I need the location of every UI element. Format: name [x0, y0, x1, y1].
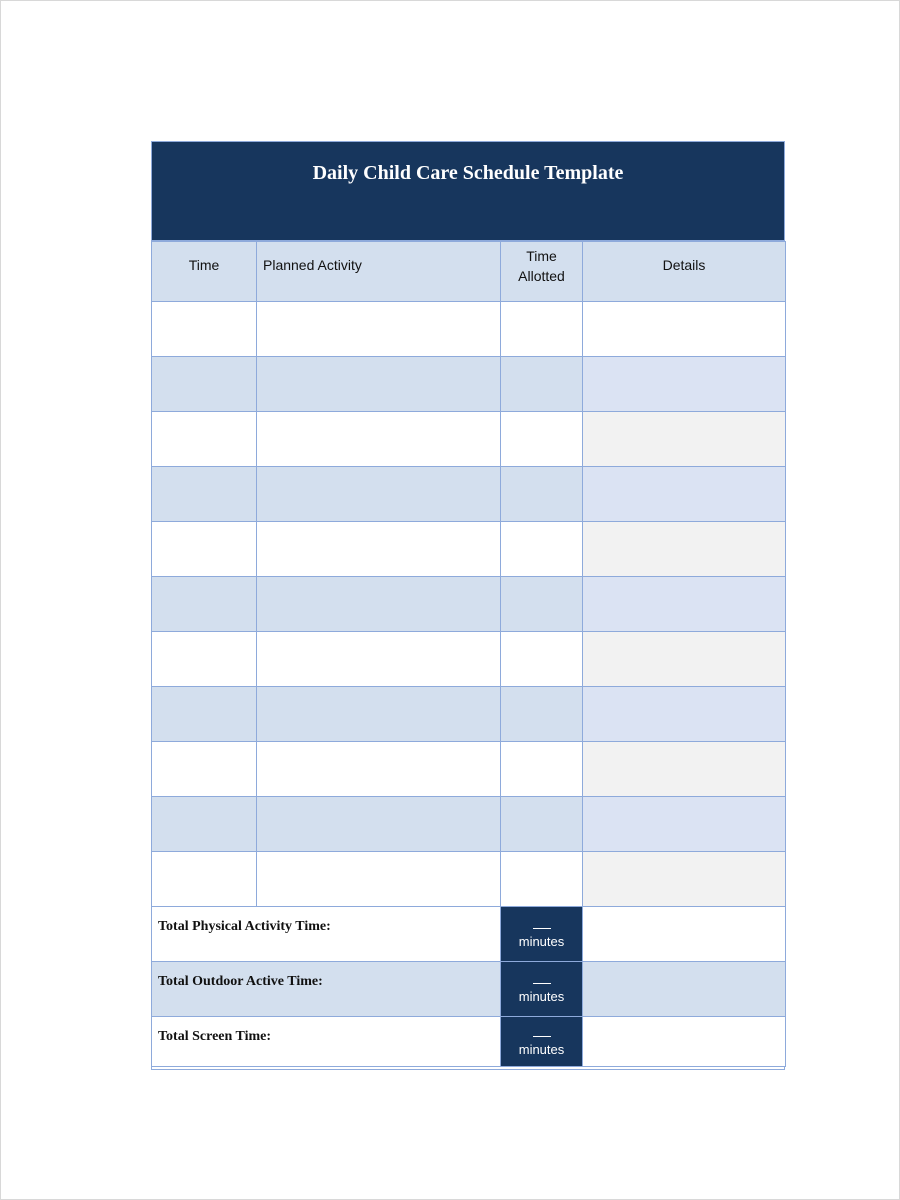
total-physical-activity-label: Total Physical Activity Time: — [152, 907, 501, 962]
page-title: Daily Child Care Schedule Template — [312, 162, 624, 184]
total-physical-activity-row — [152, 907, 786, 962]
table-row — [152, 467, 786, 522]
minutes-blank-line — [533, 983, 551, 984]
allotted-cell[interactable] — [501, 467, 583, 522]
activity-cell[interactable] — [257, 852, 501, 907]
minutes-blank-line — [533, 928, 551, 929]
table-row — [152, 577, 786, 632]
activity-cell[interactable] — [257, 577, 501, 632]
activity-cell[interactable] — [257, 412, 501, 467]
details-cell[interactable] — [583, 797, 786, 852]
physical-activity-minutes[interactable] — [501, 907, 583, 962]
time-cell[interactable] — [152, 687, 257, 742]
details-cell[interactable] — [583, 852, 786, 907]
minutes-blank-line — [533, 1036, 551, 1037]
outdoor-active-minutes[interactable] — [501, 962, 583, 1017]
activity-cell[interactable] — [257, 632, 501, 687]
total-outdoor-active-label: Total Outdoor Active Time: — [152, 962, 501, 1017]
table-row — [152, 632, 786, 687]
schedule-table — [151, 241, 786, 1067]
activity-cell[interactable] — [257, 687, 501, 742]
minutes-unit: minutes — [518, 989, 565, 1004]
details-cell[interactable] — [583, 357, 786, 412]
time-cell[interactable] — [152, 522, 257, 577]
activity-cell[interactable] — [257, 467, 501, 522]
time-cell[interactable] — [152, 467, 257, 522]
table-row — [152, 852, 786, 907]
time-cell[interactable] — [152, 357, 257, 412]
total-outdoor-active-row — [152, 962, 786, 1017]
table-row — [152, 357, 786, 412]
activity-cell[interactable] — [257, 522, 501, 577]
table-row — [152, 412, 786, 467]
allotted-cell[interactable] — [501, 522, 583, 577]
activity-cell[interactable] — [257, 357, 501, 412]
details-cell[interactable] — [583, 742, 786, 797]
time-cell[interactable] — [152, 577, 257, 632]
time-allotted-line2: Allotted — [518, 268, 565, 284]
allotted-cell[interactable] — [501, 412, 583, 467]
title-bar — [151, 141, 785, 241]
time-cell[interactable] — [152, 797, 257, 852]
time-cell[interactable] — [152, 412, 257, 467]
table-row — [152, 302, 786, 357]
table-row — [152, 797, 786, 852]
allotted-cell[interactable] — [501, 577, 583, 632]
activity-cell[interactable] — [257, 302, 501, 357]
details-cell[interactable] — [583, 577, 786, 632]
details-cell[interactable] — [583, 412, 786, 467]
table-row — [152, 687, 786, 742]
time-cell[interactable] — [152, 302, 257, 357]
physical-activity-notes-cell[interactable] — [583, 907, 786, 962]
table-row — [152, 522, 786, 577]
total-screen-time-label: Total Screen Time: — [152, 1017, 501, 1067]
table-header-row — [152, 242, 786, 302]
minutes-unit: minutes — [518, 1041, 565, 1057]
column-header-time-allotted — [501, 242, 583, 302]
allotted-cell[interactable] — [501, 852, 583, 907]
activity-cell[interactable] — [257, 742, 501, 797]
minutes-unit: minutes — [518, 934, 565, 949]
outdoor-active-notes-cell[interactable] — [583, 962, 786, 1017]
allotted-cell[interactable] — [501, 797, 583, 852]
details-cell[interactable] — [583, 687, 786, 742]
time-cell[interactable] — [152, 632, 257, 687]
allotted-cell[interactable] — [501, 687, 583, 742]
allotted-cell[interactable] — [501, 302, 583, 357]
time-cell[interactable] — [152, 742, 257, 797]
details-cell[interactable] — [583, 632, 786, 687]
details-cell[interactable] — [583, 302, 786, 357]
column-header-time: Time — [152, 242, 257, 302]
allotted-cell[interactable] — [501, 357, 583, 412]
total-screen-time-row — [152, 1017, 786, 1067]
column-header-details: Details — [583, 242, 786, 302]
time-cell[interactable] — [152, 852, 257, 907]
allotted-cell[interactable] — [501, 742, 583, 797]
details-cell[interactable] — [583, 522, 786, 577]
activity-cell[interactable] — [257, 797, 501, 852]
screen-time-notes-cell[interactable] — [583, 1017, 786, 1067]
table-row — [152, 742, 786, 797]
time-allotted-line1: Time — [526, 248, 557, 264]
allotted-cell[interactable] — [501, 632, 583, 687]
screen-time-minutes[interactable] — [501, 1017, 583, 1067]
column-header-planned-activity: Planned Activity — [257, 242, 501, 302]
details-cell[interactable] — [583, 467, 786, 522]
